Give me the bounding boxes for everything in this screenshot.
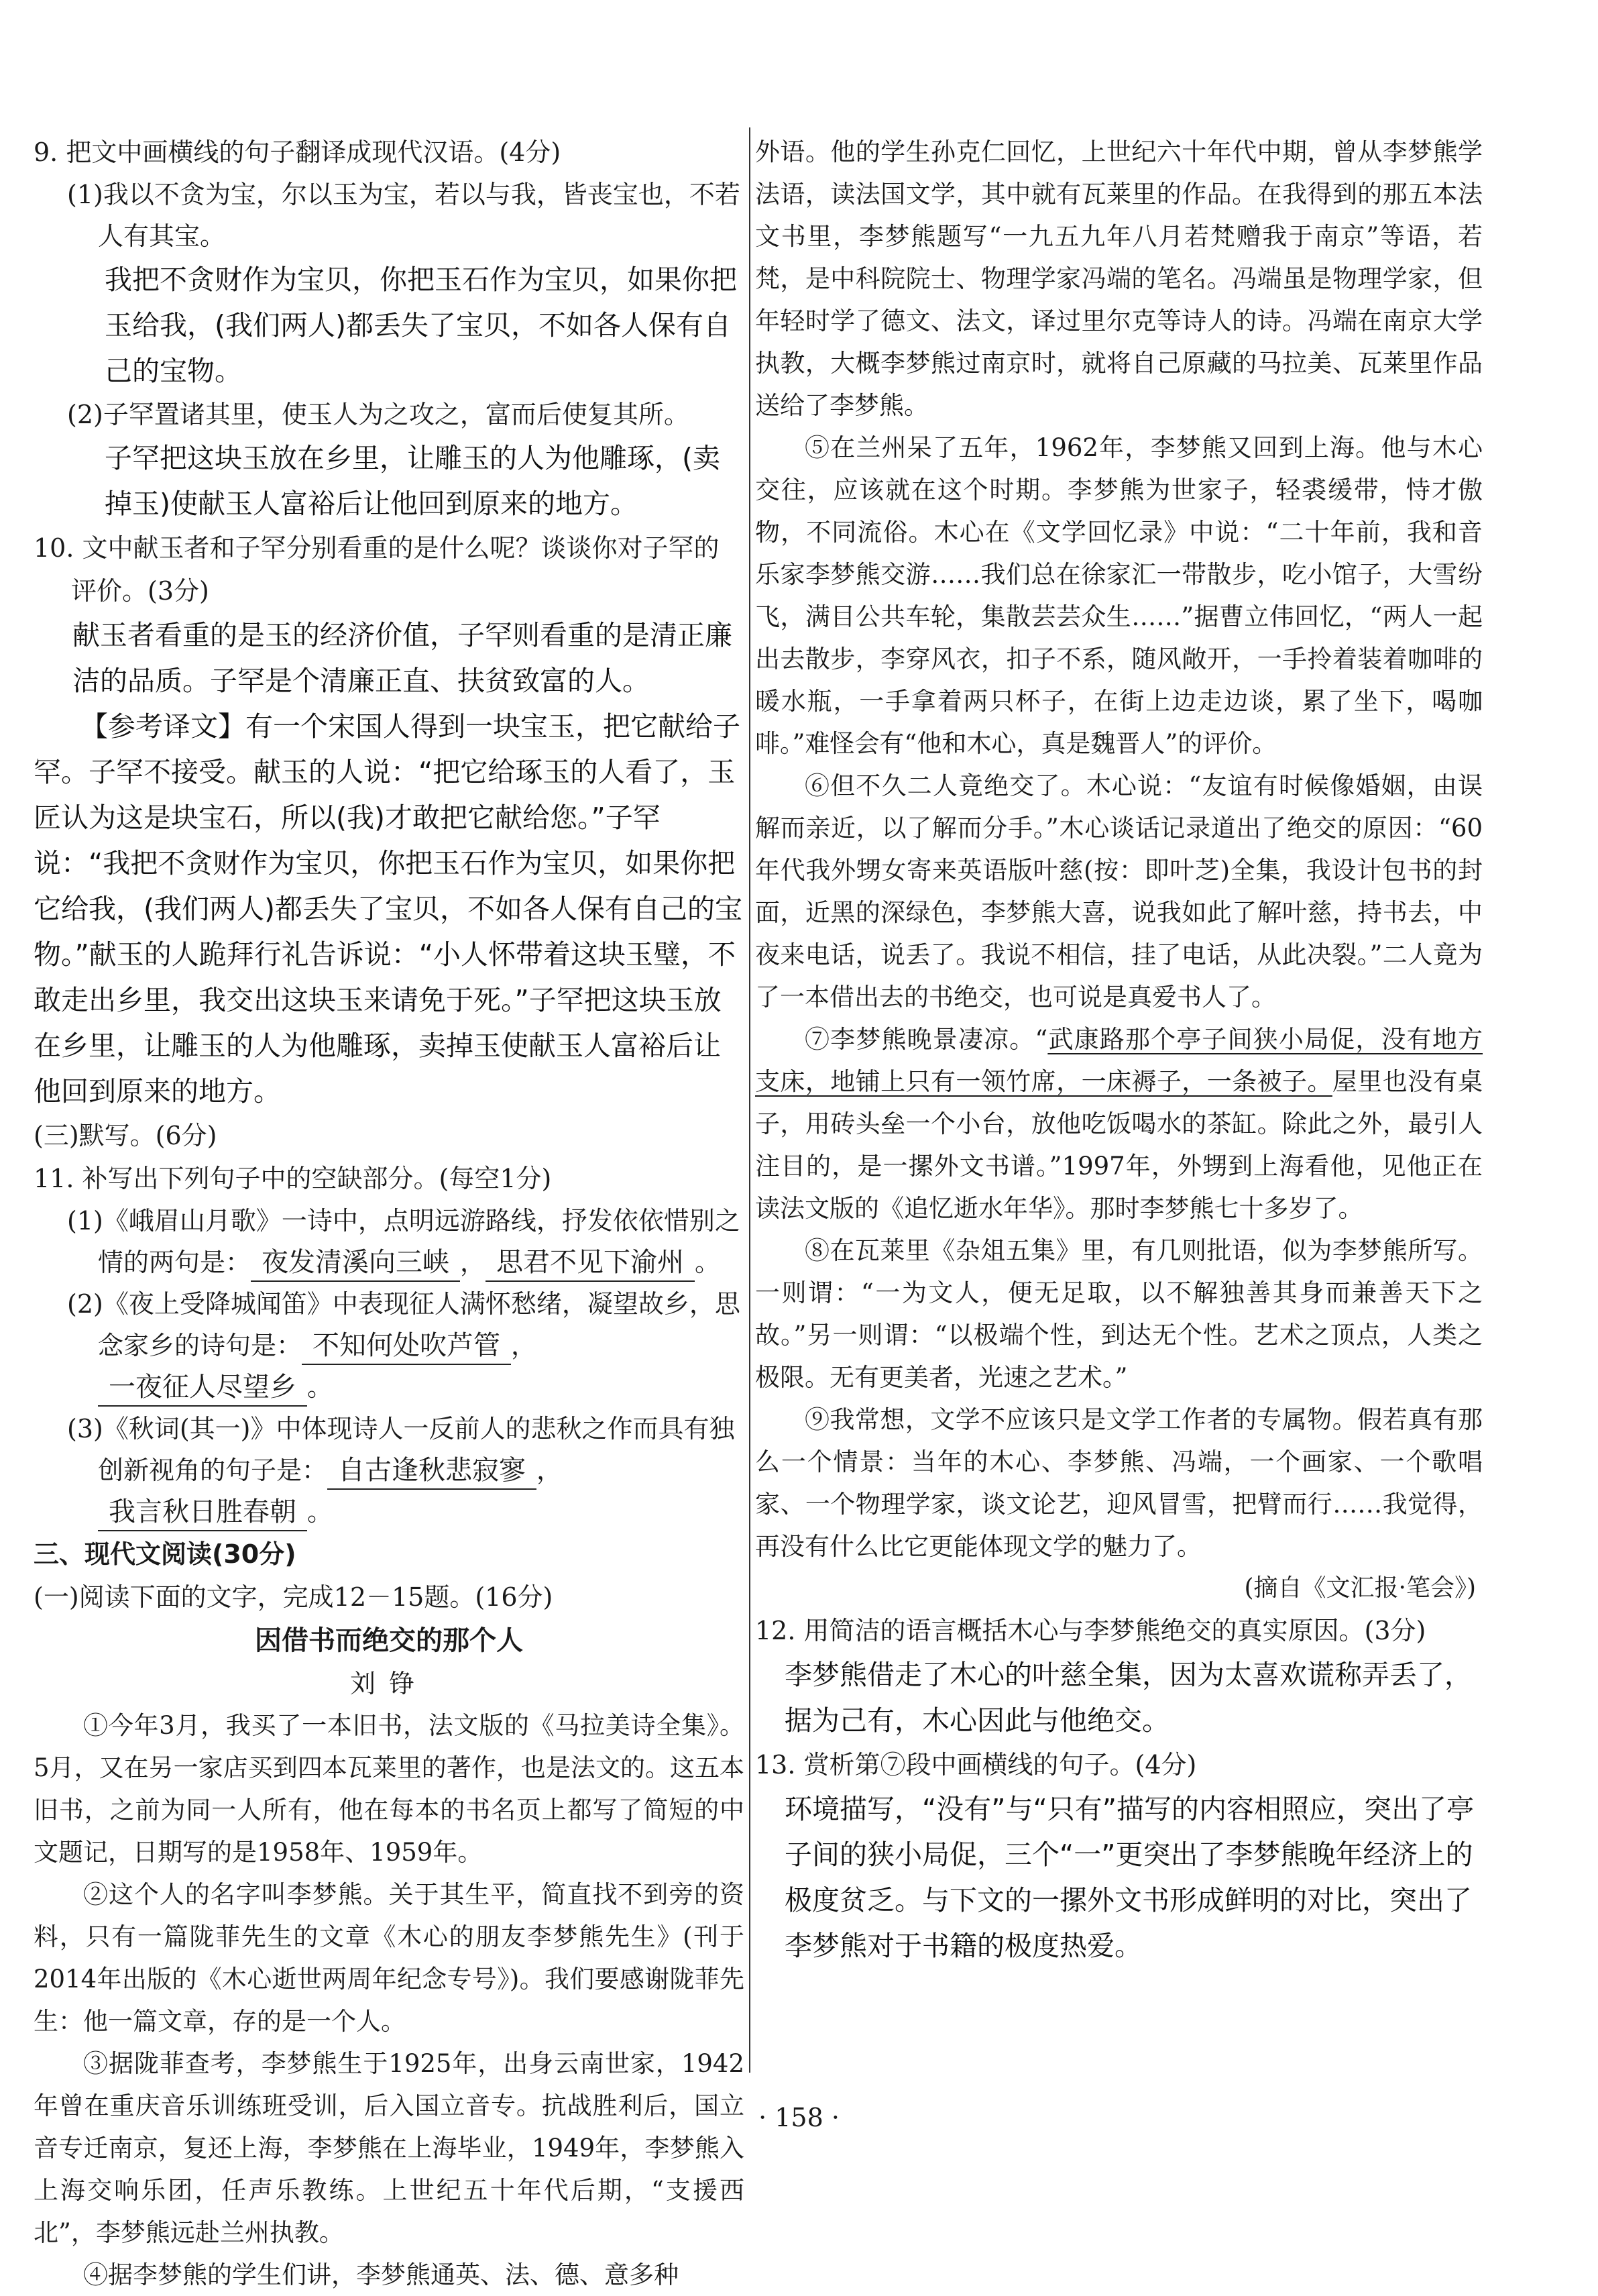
paragraph-6: ⑥但不久二人竟绝交了。木心说：“友谊有时候像婚姻，由误解而亲近，以了解而分手。”木心谈话记录道出了绝交的原因：“60年代我外甥女寄来英语版叶慈(按：即叶芝)全集，我设计包书的封面，近黑的深绿色，李梦熊大喜，说我如此了解叶慈，持书去，中夜来电话，说丢了。我说不相信，挂了电话，从此决裂。”二人竟为了一本借出去的书绝交，也可说是真爱书人了。	[755, 771, 1483, 1012]
blank-11-3-a: 自古逢秋悲寂寥	[327, 1452, 536, 1490]
paragraph-7-lead: ⑦李梦熊晚景凄凉。“	[805, 1025, 1048, 1054]
article-title: 因借书而绝交的那个人	[255, 1625, 523, 1656]
section-dictation: (三)默写。(6分)	[34, 1121, 217, 1150]
question-10: 10. 文中献玉者和子罕分别看重的是什么呢？谈谈你对子罕的评价。(3分)	[34, 533, 720, 606]
paragraph-5: ⑤在兰州呆了五年，1962年，李梦熊又回到上海。他与木心交往，应该就在这个时期。李梦熊为世家子，轻裘缓带，恃才傲物，不同流俗。木心在《文学回忆录》中说：“二十年前，我和音乐家李梦熊交游……我们总在徐家汇一带散步，吃小馆子，大雪纷飞，满目公共车轮，集散芸芸众生……”据曹立伟回忆，“两人一起出去散步，李穿风衣，扣子不系，随风敞开，一手拎着装着咖啡的暖水瓶，一手拿着两只杯子，在街上边走边谈，累了坐下，喝咖啡。”难怪会有“他和木心，真是魏晋人”的评价。	[755, 433, 1483, 758]
question-12: 12. 用简洁的语言概括木心与李梦熊绝交的真实原因。(3分)	[755, 1616, 1426, 1645]
answer-12: 李梦熊借走了木心的叶慈全集，因为太喜欢谎称弄丢了，据为己有，木心因此与他绝交。	[785, 1659, 1472, 1737]
answer-10: 献玉者看重的是玉的经济价值，子罕则看重的是清正廉洁的品质。子罕是个清廉正直、扶贫致富的人。	[72, 619, 732, 697]
reference-translation: 【参考译文】有一个宋国人得到一块宝玉，把它献给子罕。子罕不接受。献玉的人说：“把它给琢玉的人看了，玉匠认为这是块宝石，所以(我)才敢把它献给您。”子罕说：“我把不贪财作为宝贝，你把玉石作为宝贝，如果你把它给我，(我们两人)都丢失了宝贝，不如各人保有自己的宝物。”献玉的人跪拜行礼告诉说：“小人怀带着这块玉璧，不敢走出乡里，我交出这块玉来请免于死。”子罕把这块玉放在乡里，让雕玉的人为他雕琢，卖掉玉使献玉人富裕后让他回到原来的地方。	[34, 710, 742, 1107]
question-9-2: (2)子罕置诸其里，使玉人为之攻之，富而后使复其所。	[67, 400, 689, 429]
paragraph-9: ⑨我常想，文学不应该只是文学工作者的专属物。假若真有那么一个情景：当年的木心、李梦熊、冯端，一个画家、一个歌唱家、一个物理学家，谈文论艺，迎风冒雪，把臂而行……我觉得，再没有什么比它更能体现文学的魅力了。	[755, 1405, 1483, 1561]
paragraph-4-start: ④据李梦熊的学生们讲，李梦熊通英、法、德、意多种	[83, 2260, 679, 2289]
paragraph-2: ②这个人的名字叫李梦熊。关于其生平，简直找不到旁的资料，只有一篇陇菲先生的文章《木心的朋友李梦熊先生》(刊于2014年出版的《木心逝世两周年纪念专号》)。我们要感谢陇菲先生：他一篇文章，存的是一个人。	[34, 1880, 744, 2036]
article-author: 刘铮	[349, 1669, 428, 1698]
paragraph-1: ①今年3月，我买了一本旧书，法文版的《马拉美诗全集》。5月，又在另一家店买到四本瓦莱里的著作，也是法文的。这五本旧书，之前为同一人所有，他在每本的书名页上都写了简短的中文题记，日期写的是1958年、1959年。	[34, 1711, 744, 1867]
paragraph-8: ⑧在瓦莱里《杂俎五集》里，有几则批语，似为李梦熊所写。一则谓：“一为文人，便无足取，以不解独善其身而兼善天下之故。”另一则谓：“以极端个性，到达无个性。艺术之顶点，人类之极限。无有更美者，光速之艺术。”	[755, 1236, 1483, 1392]
paragraph-7-rest: 屋里也没有桌子，用砖头垒一个小台，放他吃饭喝水的茶缸。除此之外，最引人注目的，是一摞外文书谱。”1997年，外甥到上海看他，见他正在读法文版的《追忆逝水年华》。那时李梦熊七十多岁了。	[755, 1067, 1483, 1223]
blank-11-1-b: 思君不见下渝州	[486, 1244, 695, 1282]
right-column	[755, 131, 1483, 1969]
paragraph-7	[755, 1018, 1483, 1229]
blank-11-3-b: 我言秋日胜春朝	[98, 1494, 307, 1531]
paragraph-4-end: 外语。他的学生孙克仁回忆，上世纪六十年代中期，曾从李梦熊学法语，读法国文学，其中就有瓦莱里的作品。在我得到的那五本法文书里，李梦熊题写“一九五九年八月若梵赠我于南京”等语，若梵，是中科院院士、物理学家冯端的笔名。冯端虽是物理学家，但年轻时学了德文、法文，译过里尔克等诗人的诗。冯端在南京大学执教，大概李梦熊过南京时，就将自己原藏的马拉美、瓦莱里作品送给了李梦熊。	[755, 138, 1483, 420]
part-modern-reading-1: (一)阅读下面的文字，完成12－15题。(16分)	[34, 1582, 553, 1612]
paragraph-7-underlined: 武康路那个亭子间狭小局促，没有地方支床，地铺上只有一领竹席，一床褥子，一条被子。	[755, 1025, 1483, 1096]
question-9: 9. 把文中画横线的句子翻译成现代汉语。(4分)	[34, 138, 561, 167]
question-11-1-text: (1)《峨眉山月歌》一诗中，点明远游路线，抒发依依惜别之情的两句是：	[67, 1206, 740, 1277]
answer-9-1: 我把不贪财作为宝贝，你把玉石作为宝贝，如果你把玉给我，(我们两人)都丢失了宝贝，不如各人保有自己的宝物。	[105, 264, 737, 387]
question-13: 13. 赏析第⑦段中画横线的句子。(4分)	[755, 1750, 1197, 1780]
page-number: · 158 ·	[758, 2103, 840, 2132]
question-9-1: (1)我以不贪为宝，尔以玉为宝，若以与我，皆丧宝也，不若人有其宝。	[67, 180, 740, 251]
article-source: (摘自《文汇报·笔会》)	[1244, 1574, 1476, 1602]
answer-13: 环境描写，“没有”与“只有”描写的内容相照应，突出了亭子间的狭小局促，三个“一”更突出了李梦熊晚年经济上的极度贫乏。与下文的一摞外文书形成鲜明的对比，突出了李梦熊对于书籍的极度热爱。	[785, 1793, 1474, 1962]
question-11-3: (3)《秋词(其一)》中体现诗人一反前人的悲秋之作而具有独创新视角的句子是： 自古逢秋悲寂寥 ，我言秋日胜春朝 。	[34, 1408, 744, 1533]
question-11: 11. 补写出下列句子中的空缺部分。(每空1分)	[34, 1164, 552, 1193]
paragraph-3: ③据陇菲查考，李梦熊生于1925年，出身云南世家，1942年曾在重庆音乐训练班受训，后入国立音专。抗战胜利后，国立音专迁南京，复还上海，李梦熊在上海毕业，1949年，李梦熊入上海交响乐团，任声乐教练。上世纪五十年代后期，“支援西北”，李梦熊远赴兰州执教。	[34, 2049, 744, 2247]
answer-9-2: 子罕把这块玉放在乡里，让雕玉的人为他雕琢，(卖掉玉)使献玉人富裕后让他回到原来的地方。	[105, 442, 720, 520]
part-modern-reading: 三、现代文阅读(30分)	[34, 1539, 296, 1569]
question-11-1: (1)《峨眉山月歌》一诗中，点明远游路线，抒发依依惜别之情的两句是： 夜发清溪向三峡 ， 思君不见下渝州 。	[34, 1200, 744, 1283]
blank-11-2-a: 不知何处吹芦管	[302, 1327, 511, 1365]
question-11-2-text: (2)《夜上受降城闻笛》中表现征人满怀愁绪，凝望故乡，思念家乡的诗句是：	[67, 1289, 740, 1360]
blank-11-2-b: 一夜征人尽望乡	[98, 1369, 307, 1407]
question-11-3-text: (3)《秋词(其一)》中体现诗人一反前人的悲秋之作而具有独创新视角的句子是：	[67, 1414, 735, 1485]
question-11-2: (2)《夜上受降城闻笛》中表现征人满怀愁绪，凝望故乡，思念家乡的诗句是： 不知何处吹芦管 ，一夜征人尽望乡 。	[34, 1283, 744, 1408]
left-column	[34, 131, 744, 2296]
column-divider	[749, 127, 750, 2073]
blank-11-1-a: 夜发清溪向三峡	[251, 1244, 460, 1282]
